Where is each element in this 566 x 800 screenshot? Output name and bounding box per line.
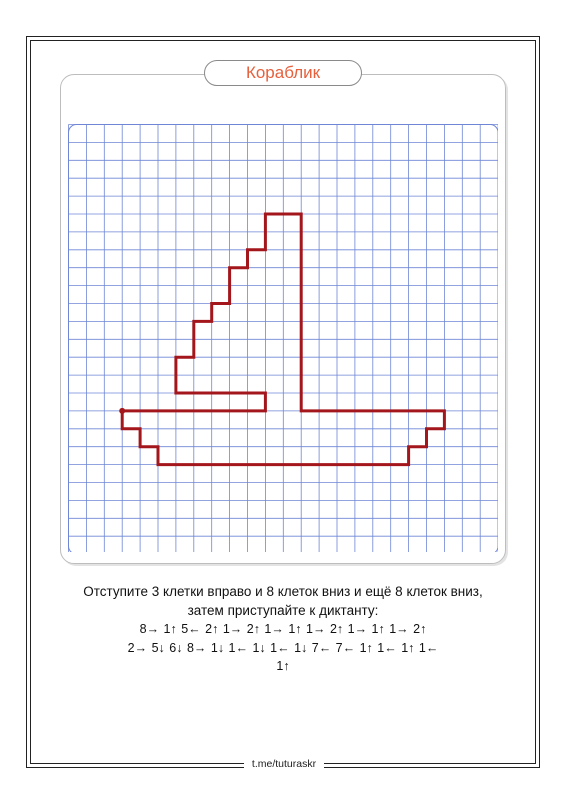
instructions-text xyxy=(40,582,526,620)
grid-lines xyxy=(69,125,499,553)
instructions-line-1: Отступите 3 клетки вправо и 8 клеток вниз и ещё 8 клеток вниз, xyxy=(83,584,483,599)
start-point-dot xyxy=(119,408,125,414)
graph-paper-grid xyxy=(68,124,498,552)
steps-row-1: 8→ 1↑ 5← 2↑ 1→ 2↑ 1→ 1↑ 1→ 2↑ 1→ 1↑ 1→ 2↑ xyxy=(139,622,427,636)
footer-link: t.me/tuturaskr xyxy=(244,758,324,770)
steps-row-3: 1↑ xyxy=(276,659,290,673)
dictation-steps xyxy=(40,620,526,676)
steps-row-2: 2→ 5↓ 6↓ 8→ 1↓ 1← 1↓ 1← 1↓ 7← 7← 1↑ 1← 1↑ 1← xyxy=(127,640,439,655)
instructions-line-2: затем приступайте к диктанту: xyxy=(187,603,379,618)
worksheet-title: Кораблик xyxy=(204,60,362,86)
